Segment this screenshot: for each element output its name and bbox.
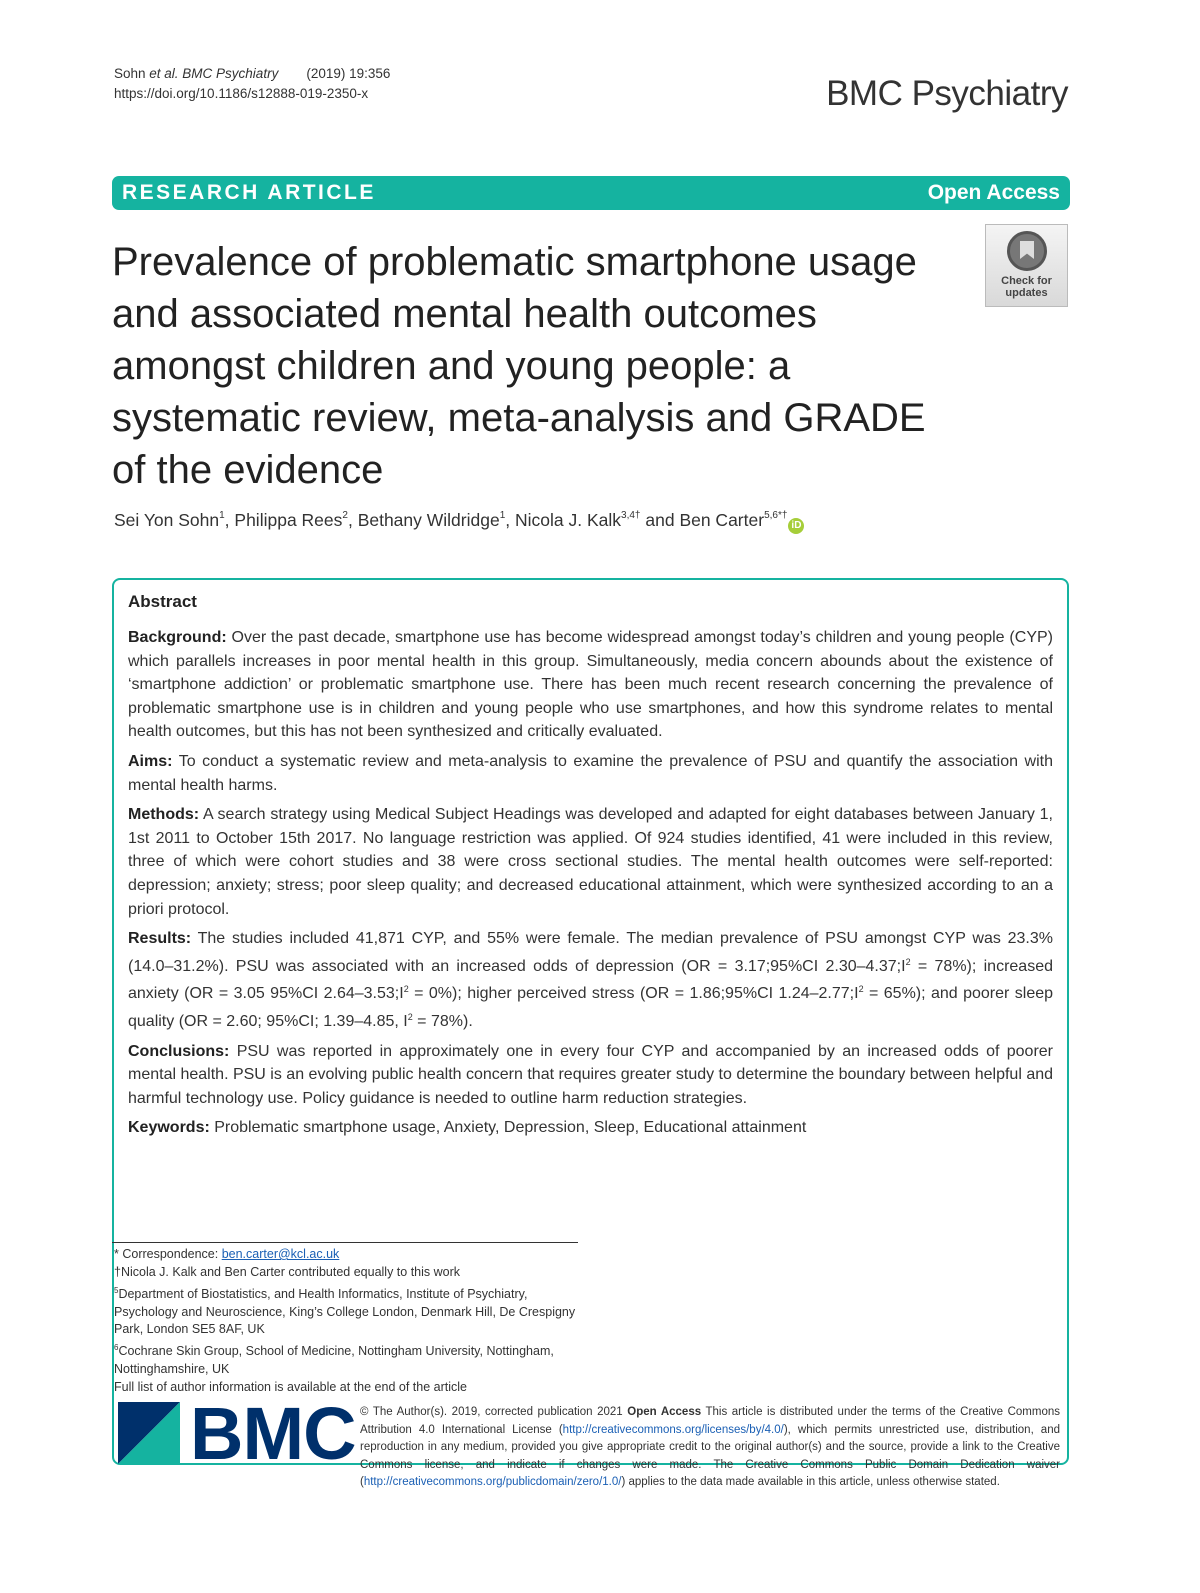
abstract-background: Background: Over the past decade, smartphone use has become widespread amongst today’s children and young people (CYP) which parallels increases in poor mental health in this group. Simultaneously, media concern abounds about the existence of ‘smartphone addiction’ or problematic smartphone use. There has been much recent research concerning the prevalence of problematic smartphone use is in children and young people who use smartphones, and how this syndrome relates to mental health outcomes, but this has not been synthesized and critically evaluated.: [128, 629, 1053, 741]
affiliation-5: $^5$Department of Biostatistics, and Health Informatics, Institute of Psychiatry, Psychology and Neuroscience, King’s College London, Denmark Hill, De Crespigny Park, London SE5 8AF, UK: [114, 1285, 576, 1337]
license-statement: © The Author(s). 2019, corrected publication 2021 Open Access This article is distributed under the terms of the Creative Commons Attribution 4.0 International License (http://creativecommons.org/licenses/by/4.0/), which permits unrestricted use, distribution, and reproduction in any medium, provided you give appropriate credit to the original author(s) and the source, provide a link to the Creative Commons license, and indicate if changes were made. The Creative Commons Public Domain Dedication waiver (http://creativecommons.org/publicdomain/zero/1.0/) applies to the data made available in this article, unless otherwise stated.: [360, 1406, 1060, 1488]
bmc-logo-text: BMC: [190, 1392, 356, 1475]
doi-link[interactable]: https://doi.org/10.1186/s12888-019-2350-x: [114, 86, 369, 101]
abstract-keywords: Keywords: Problematic smartphone usage, Anxiety, Depression, Sleep, Educational attainment: [128, 1119, 807, 1137]
citation-line: [114, 64, 390, 84]
author-name: Philippa Rees: [234, 510, 343, 530]
article-type: RESEARCH ARTICLE: [122, 181, 376, 204]
article-title: Prevalence of problematic smartphone usage and associated mental health outcomes amongst children and young people: a systematic review, meta-analysis and GRADE of the evidence: [112, 240, 926, 492]
article-banner: [112, 176, 1070, 210]
footnote-divider: [112, 1242, 578, 1243]
crossmark-icon: [1007, 231, 1047, 271]
correspondence-email-link[interactable]: ben.carter@kcl.ac.uk: [221, 1247, 340, 1261]
cc-by-link[interactable]: http://creativecommons.org/licenses/by/4.0/: [562, 1423, 784, 1436]
author-name: Bethany Wildridge: [357, 510, 500, 530]
equal-contribution-note: †Nicola J. Kalk and Ben Carter contributed equally to this work: [114, 1264, 461, 1279]
affiliation-6: $^6$Cochrane Skin Group, School of Medicine, Nottingham University, Nottingham, Nottinghamshire, UK: [114, 1343, 554, 1377]
journal-brand: BMC Psychiatry: [826, 74, 1068, 113]
abstract-aims: Aims: To conduct a systematic review and meta-analysis to examine the prevalence of PSU and quantify the association with mental health harms.: [128, 752, 1054, 794]
author-affil: 2: [342, 510, 348, 521]
author-name: Sei Yon Sohn: [114, 510, 220, 530]
correspondence: * Correspondence: ben.carter@kcl.ac.uk: [114, 1247, 340, 1261]
author-affil: 5,6*†: [764, 510, 788, 521]
author-name: Nicola J. Kalk: [515, 510, 622, 530]
abstract-results: Results: The studies included 41,871 CYP, and 55% were female. The median prevalence of PSU amongst CYP was 23.3% (14.0–31.2%). PSU was associated with an increased odds of depression (OR = 3.17;95%CI $2.30-4.37;I^2 = 78\%$); increased anxiety (OR = 3.05 95%CI $2.64-3.53;I^2 = 0\%$); higher perceived stress (OR = 1.86;95%CI $1.24-2.77;I^2 = 65\%$); and poorer sleep quality (OR = 2.60; 95%CI; 1.39–4.85, $I^2 = 78\%$).: [128, 930, 1054, 1030]
author-affil: 1: [219, 510, 225, 521]
author-list: Sei Yon Sohn$^1$, Philippa Rees$^2$, Bethany Wildridge$^1$, Nicola J. Kalk$^{3,4\dagger}$ and Ben Carter$^{5,6*\dagger}$iD: [114, 510, 804, 534]
abstract-conclusions: Conclusions: PSU was reported in approximately one in every four CYP and accompanied by an increased odds of poorer mental health. PSU is an evolving public health concern that requires greater study to determine the boundary between helpful and harmful technology use. Policy guidance is needed to outline harm reduction strategies.: [128, 1042, 1054, 1107]
cc-zero-link[interactable]: http://creativecommons.org/publicdomain/zero/1.0/: [363, 1476, 622, 1488]
full-author-info-note: Full list of author information is available at the end of the article: [114, 1379, 467, 1394]
crossmark-line1: Check for: [1001, 275, 1052, 287]
author-name: Ben Carter: [679, 510, 765, 530]
citation-journal: et al. BMC Psychiatry: [149, 66, 279, 81]
open-access-label: Open Access: [927, 181, 1060, 204]
abstract-methods: Methods: A search strategy using Medical Subject Headings was developed and adapted for eight databases between January 1, 1st 2011 to October 15th 2017. No language restriction was applied. Of 924 studies identified, 41 were included in this review, three of which were cohort studies and 38 were cross sectional studies. The mental health outcomes were self-reported: depression; anxiety; stress; poor sleep quality; and decreased educational attainment, which were synthesized according to an a priori protocol.: [128, 806, 1054, 918]
crossmark-line2: updates: [1005, 287, 1048, 299]
citation-block: [114, 64, 390, 104]
bmc-logo-mark: [118, 1402, 180, 1464]
citation-year: (2019) 19:356: [306, 66, 391, 81]
orcid-icon[interactable]: iD: [788, 518, 804, 534]
check-for-updates-badge[interactable]: [985, 224, 1068, 307]
author-affil: 3,4†: [621, 510, 641, 521]
abstract-heading: Abstract: [128, 592, 197, 611]
author-affil: 1: [499, 510, 506, 521]
footnotes: [114, 1246, 584, 1397]
citation-authors: Sohn: [114, 66, 150, 81]
license-open-access: Open Access: [627, 1406, 702, 1418]
